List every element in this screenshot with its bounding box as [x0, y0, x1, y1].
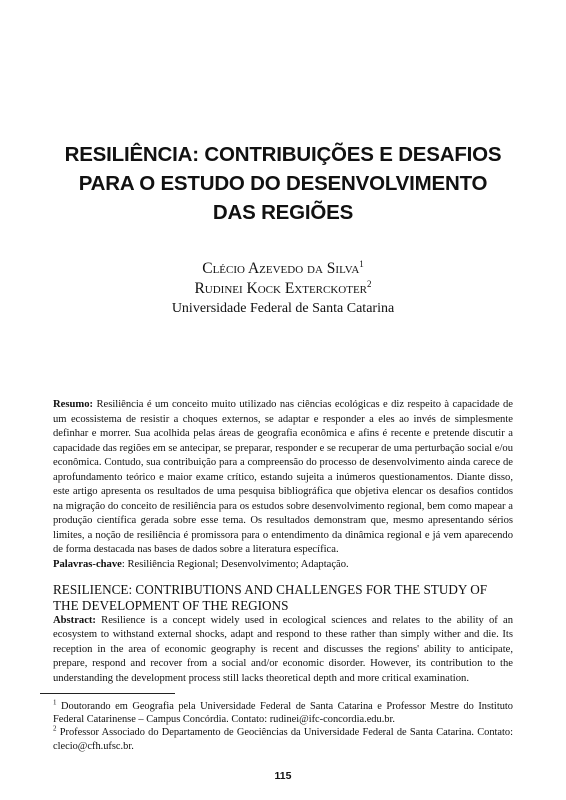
footnotes — [53, 700, 513, 753]
english-title-line-2: THE DEVELOPMENT OF THE REGIONS — [53, 598, 289, 613]
resumo-label: Resumo: — [53, 399, 94, 410]
paper-title — [40, 140, 526, 227]
footnote-1-text: Doutorando em Geografia pela Universidade Federal de Santa Catarina e Professor Mestre do Instituto Federal Catarinense – Campus Concórdia. Contato: rudinei@ifc-concordia.edu.br. — [53, 701, 513, 726]
author-1 — [120, 259, 446, 279]
title-line-2: PARA O ESTUDO DO DESENVOLVIMENTO — [78, 172, 488, 195]
author-1-note: 1 — [359, 258, 364, 269]
resumo-text: Resiliência é um conceito muito utilizado nas ciências ecológicas e diz respeito à capacidade de um ecossistema de resistir a choques externos, se adaptar e responder a eles ao invés de simplesmente definhar e morrer. Sua acolhida pelas áreas de geografia econômica e afins é recente e pretende discutir a capacidade das regiões em se antecipar, se preparar, responder e se recuperar de uma perturbação social e/ou econômica. Contudo, sua contribuição para a compreensão do processo de desenvolvimento ainda carece de aprofundamento teórico e maior exame crítico, estando sujeita a inúmeros questionamentos. Diante disso, este artigo apresenta os resultados de uma pesquisa bibliográfica que objetiva elencar os desafios contidos na migração do conceito de resiliência para os estudos sobre desenvolvimento regional, bem como mapear a produção científica gerada sobre esse tema. Os resultados demonstram que, mesmo apresentando sérios limites, a noção de resiliência é promissora para o entendimento da dinâmica regional e já vem aparecendo de forma destacada nas bases de dados sobre a literatura específica. — [53, 399, 513, 556]
footnote-2-mark: 2 — [53, 724, 57, 733]
keywords-text: : Resiliência Regional; Desenvolvimento; Adaptação. — [121, 559, 349, 571]
affiliation: Universidade Federal de Santa Catarina — [171, 301, 395, 316]
keywords-paragraph — [53, 558, 513, 573]
abstract-text: Resilience is a concept widely used in ecological sciences and relates to the ability of an ecosystem to withstand external shocks, adapt and respond to these rather than simply wither and die. Its reception in the area of economic geography is recent and discusses the regions' ability to anticipate, prepare, respond and recover from a social and/or economic disorder. However, its contribution to the understanding the development process still lacks theoretical depth and more critical examination. — [53, 615, 513, 684]
footnote-2-text: Professor Associado do Departamento de Geociências da Universidade Federal de Santa Catarina. Contato: clecio@cfh.ufsc.br. — [53, 727, 513, 752]
english-title-line-1: RESILIENCE: CONTRIBUTIONS AND CHALLENGES FOR THE STUDY OF — [53, 582, 488, 597]
author-2-name: Rudinei Kock Exterckoter — [194, 280, 368, 297]
page-number: 115 — [274, 770, 292, 782]
title-line-1: RESILIÊNCIA: CONTRIBUIÇÕES E DESAFIOS — [64, 143, 502, 166]
abstract-section — [53, 614, 513, 686]
author-1-name: Clécio Azevedo da Silva — [202, 260, 360, 277]
footnote-1-mark: 1 — [53, 698, 57, 707]
footnote-1 — [53, 700, 513, 726]
author-block — [120, 259, 446, 319]
abstract-label: Abstract: — [53, 615, 96, 626]
english-title — [53, 582, 513, 614]
author-2-note: 2 — [367, 278, 372, 289]
author-2 — [120, 279, 446, 299]
footnote-2 — [53, 726, 513, 752]
footnote-divider — [40, 693, 175, 694]
resumo-paragraph — [53, 398, 513, 558]
keywords-label: Palavras-chave — [53, 559, 122, 571]
resumo-section — [53, 398, 513, 573]
title-line-3: DAS REGIÕES — [212, 201, 354, 224]
